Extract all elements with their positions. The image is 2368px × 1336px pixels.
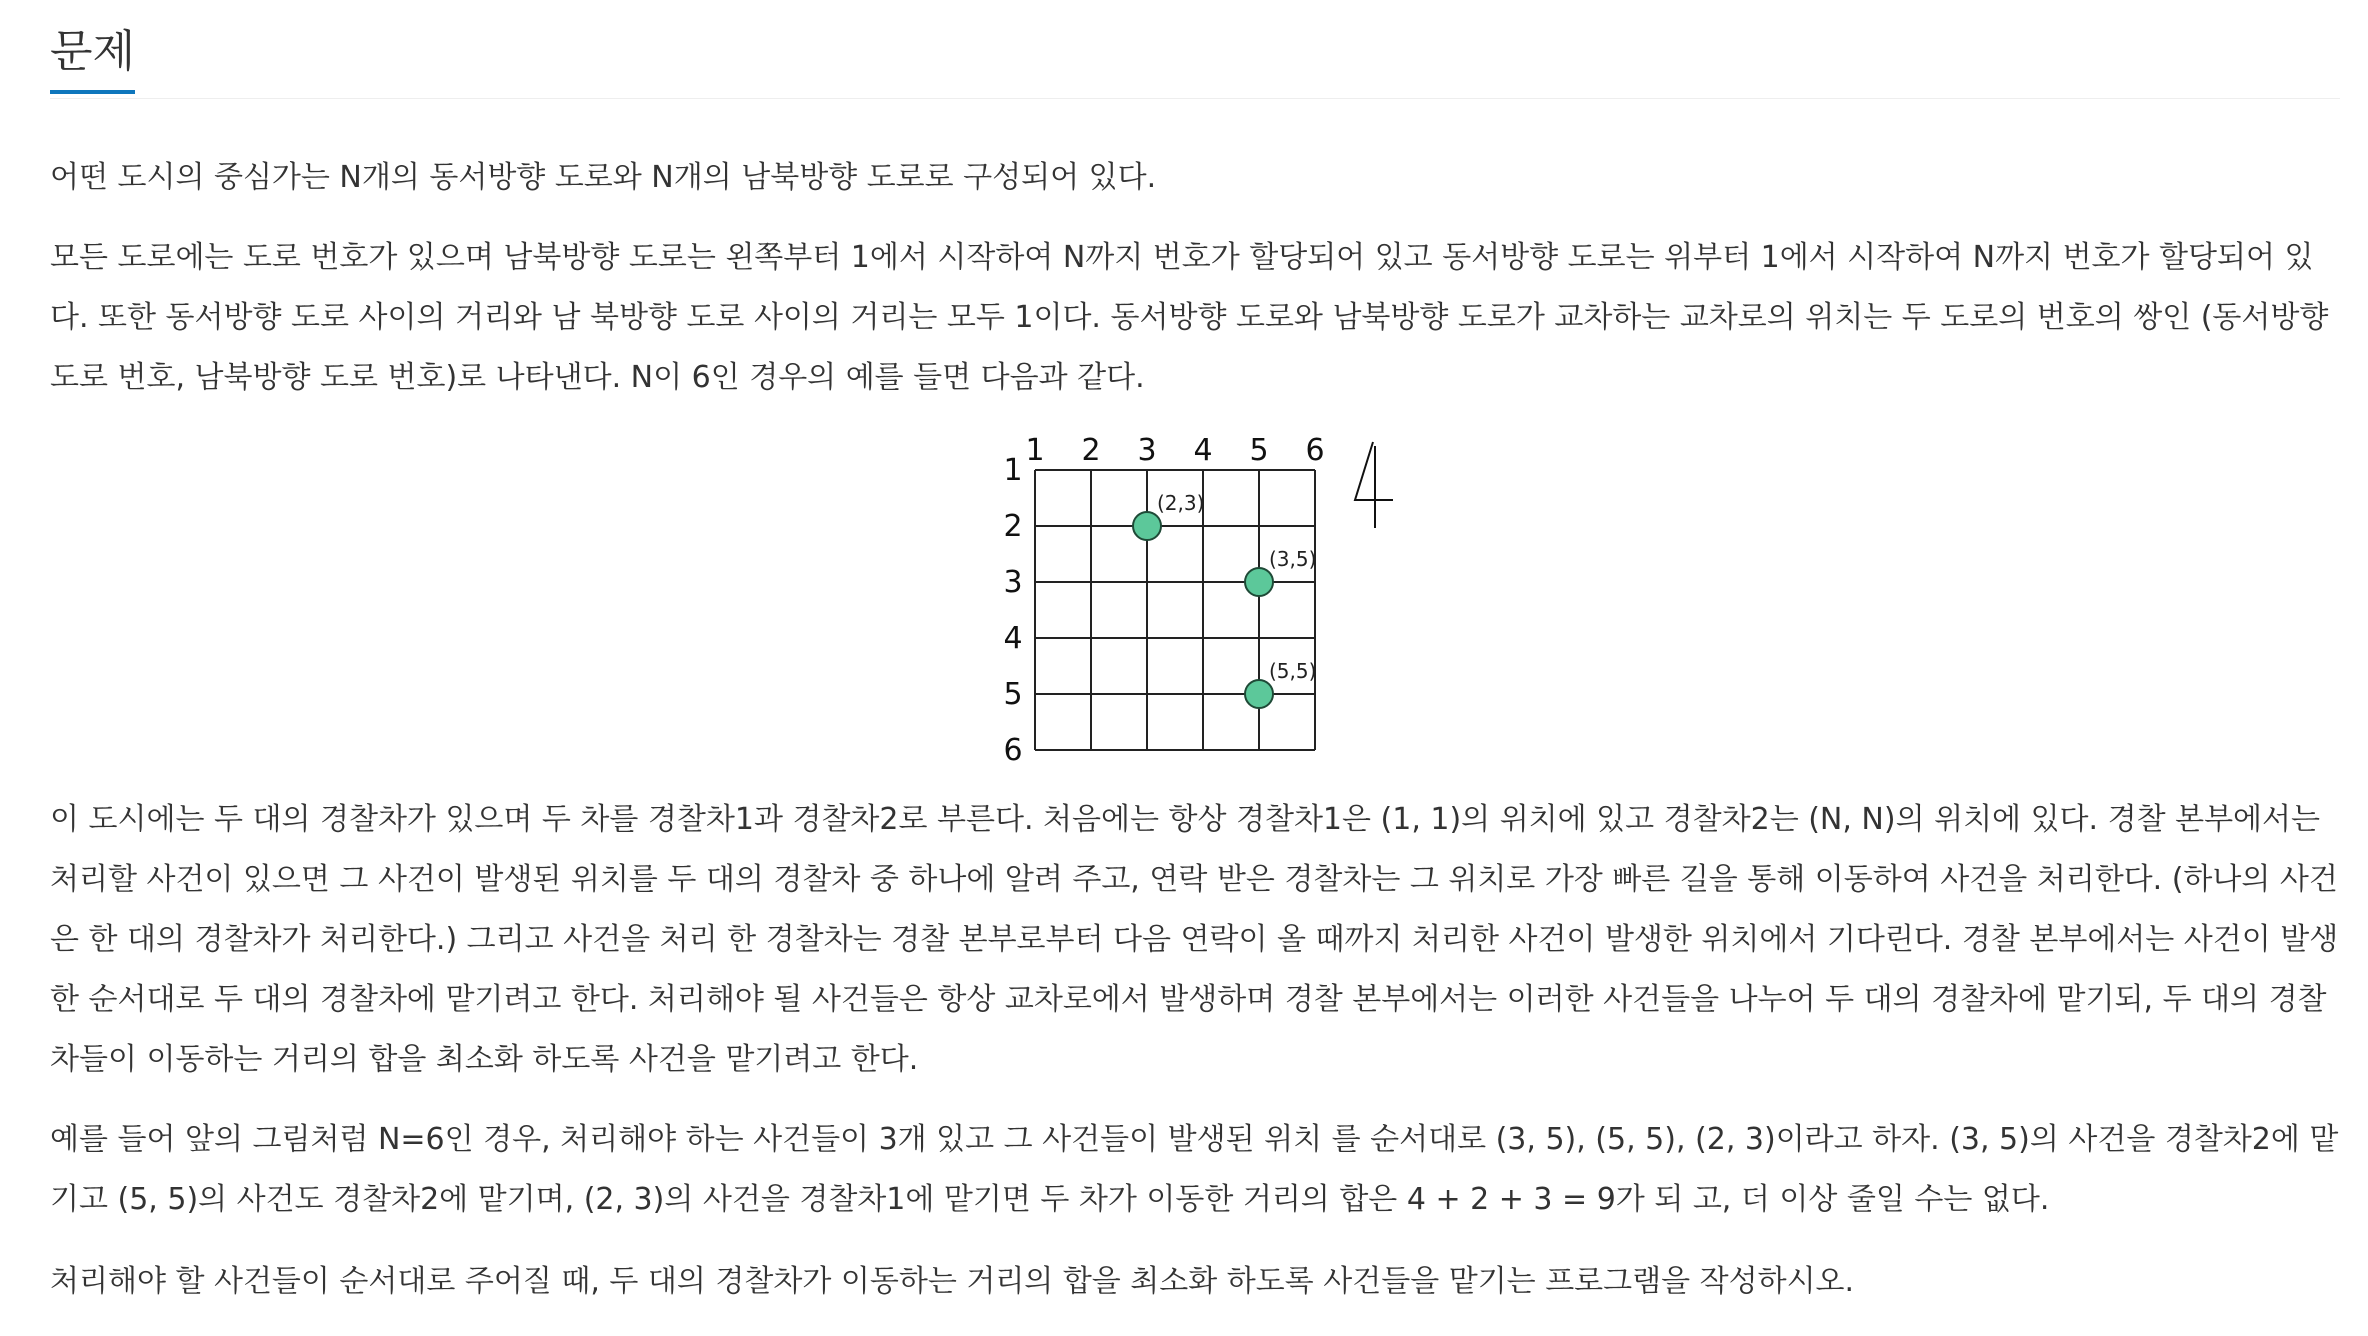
row-label: 2	[1003, 509, 1023, 544]
incident-point	[1133, 512, 1161, 540]
problem-paragraph-5: 처리해야 할 사건들이 순서대로 주어질 때, 두 대의 경찰차가 이동하는 거리의 합을 최소화 하도록 사건들을 맡기는 프로그램을 작성하시오.	[50, 1264, 1855, 1299]
problem-paragraph-1: 어떤 도시의 중심가는 N개의 동서방향 도로와 N개의 남북방향 도로로 구성되어 있다.	[50, 160, 1157, 195]
column-label: 5	[1249, 433, 1269, 468]
incident-point-label: (3,5)	[1269, 547, 1317, 571]
row-label: 5	[1003, 677, 1023, 712]
column-label: 2	[1081, 433, 1101, 468]
section-header	[50, 0, 2340, 99]
problem-paragraph-4: 예를 들어 앞의 그림처럼 N=6인 경우, 처리해야 하는 사건들이 3개 있고 그 사건들이 발생된 위치 를 순서대로 (3, 5), (5, 5), (2, 3)이라고 하자. (3, 5)의 사건을 경찰차2에 맡기고 (5, 5)의 사건도 경찰차2에 맡기며, (2, 3)의 사건을 경찰차1에 맡기면 두 차가 이동한 거리의 합은 4 + 2 + 3 = 9가 되 고, 더 이상 줄일 수는 없다.	[50, 1122, 2339, 1217]
incident-point-label: (5,5)	[1269, 659, 1317, 683]
row-label: 3	[1003, 565, 1023, 600]
problem-paragraph-2: 모든 도로에는 도로 번호가 있으며 남북방향 도로는 왼쪽부터 1에서 시작하여 N까지 번호가 할당되어 있고 동서방향 도로는 위부터 1에서 시작하여 N까지 번호가 할당되어 있다. 또한 동서방향 도로 사이의 거리와 남 북방향 도로 사이의 거리는 모두 1이다. 동서방향 도로와 남북방향 도로가 교차하는 교차로의 위치는 두 도로의 번호의 쌍인 (동서방향 도로 번호, 남북방향 도로 번호)로 나타낸다. N이 6인 경우의 예를 들면 다음과 같다.	[50, 240, 2329, 395]
grid-figure	[975, 425, 1415, 765]
section-title: 문제	[50, 24, 135, 94]
column-label: 3	[1137, 433, 1157, 468]
column-label: 1	[1025, 433, 1045, 468]
column-label: 6	[1305, 433, 1325, 468]
grid-diagram	[975, 425, 1415, 765]
row-label: 4	[1003, 621, 1023, 656]
incident-point-label: (2,3)	[1157, 491, 1205, 515]
row-label: 1	[1003, 453, 1023, 488]
row-label: 6	[1003, 733, 1023, 765]
column-label: 4	[1193, 433, 1213, 468]
incident-point	[1245, 568, 1273, 596]
problem-paragraph-3: 이 도시에는 두 대의 경찰차가 있으며 두 차를 경찰차1과 경찰차2로 부른다. 처음에는 항상 경찰차1은 (1, 1)의 위치에 있고 경찰차2는 (N, N)의 위치에 있다. 경찰 본부에서는 처리할 사건이 있으면 그 사건이 발생된 위치를 두 대의 경찰차 중 하나에 알려 주고, 연락 받은 경찰차는 그 위치로 가장 빠른 길을 통해 이동하여 사건을 처리한다. (하나의 사건은 한 대의 경찰차가 처리한다.) 그리고 사건을 처리 한 경찰차는 경찰 본부로부터 다음 연락이 올 때까지 처리한 사건이 발생한 위치에서 기다린다. 경찰 본부에서는 사건이 발생한 순서대로 두 대의 경찰차에 맡기려고 한다. 처리해야 될 사건들은 항상 교차로에서 발생하며 경찰 본부에서는 이러한 사건들을 나누어 두 대의 경찰차에 맡기되, 두 대의 경찰차들이 이동하는 거리의 합을 최소화 하도록 사건을 맡기려고 한다.	[50, 802, 2339, 1077]
handwritten-note	[1355, 442, 1393, 528]
incident-point	[1245, 680, 1273, 708]
